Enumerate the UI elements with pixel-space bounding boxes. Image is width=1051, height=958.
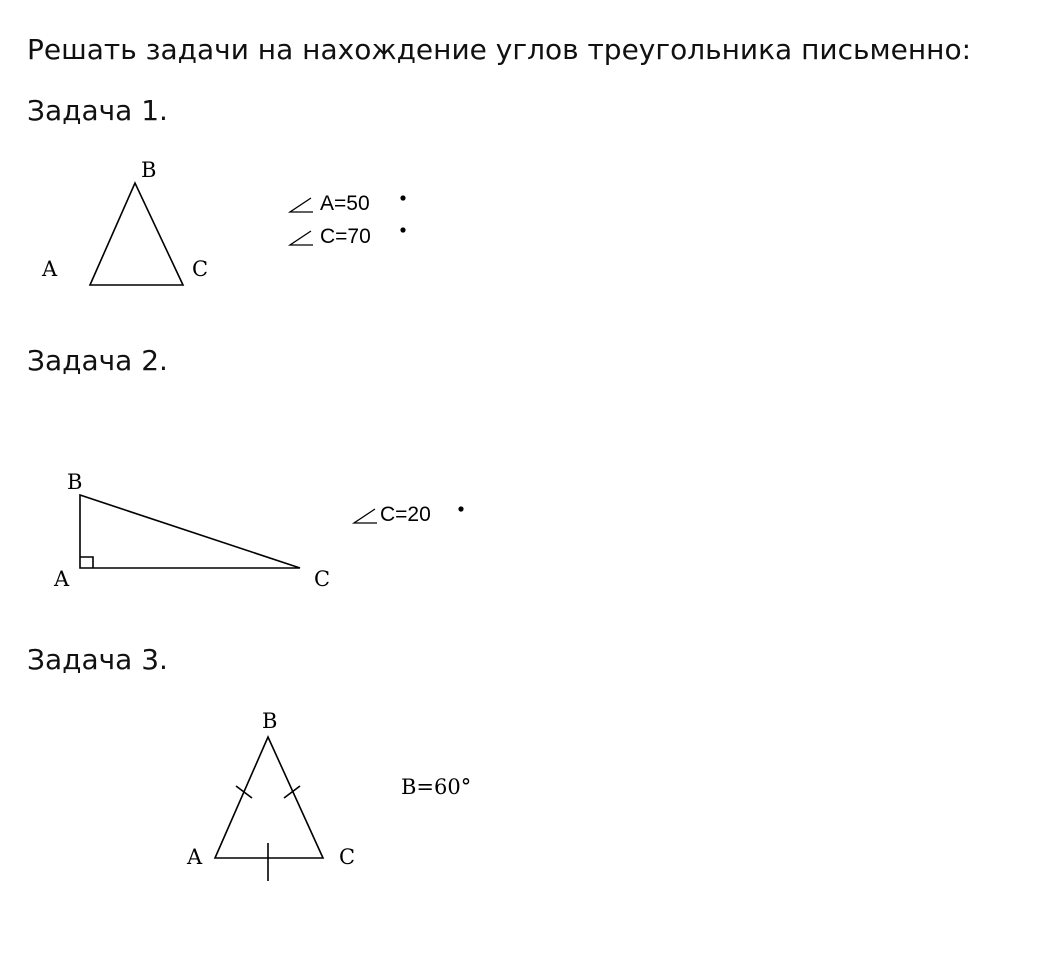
- tick-mark-icon: [236, 786, 252, 798]
- task3-heading: Задача 3.: [27, 643, 168, 676]
- task3-figure: [186, 709, 471, 881]
- task2-vertex-a: A: [54, 567, 70, 591]
- task2-figure: [53, 470, 464, 591]
- degree-sign-icon: [400, 227, 405, 232]
- task3-vertex-a: A: [187, 845, 203, 869]
- task1-given-c-text: C=70: [320, 225, 371, 248]
- task1-triangle: [90, 183, 183, 285]
- task2-given-c-text: C=20: [380, 503, 431, 526]
- task1-figure: [41, 158, 406, 285]
- task1-given-angle-a: [290, 192, 406, 215]
- task1-heading: Задача 1.: [27, 94, 168, 127]
- task1-vertex-b: B: [141, 158, 157, 182]
- task2-vertex-b: B: [67, 470, 83, 494]
- task3-vertex-b: B: [262, 709, 278, 733]
- task2-heading: Задача 2.: [27, 344, 168, 377]
- task3-vertex-c: C: [339, 845, 356, 869]
- page-title: Решать задачи на нахождение углов треугольника письменно:: [27, 33, 972, 66]
- angle-sign-icon: [354, 509, 377, 523]
- angle-sign-icon: [290, 198, 313, 212]
- degree-sign-icon: [400, 195, 405, 200]
- angle-sign-icon: [290, 231, 313, 245]
- tick-mark-icon: [284, 786, 300, 798]
- task3-given-b-text: B=60°: [401, 775, 472, 799]
- task1-given-a-text: A=50: [320, 192, 370, 215]
- degree-sign-icon: [458, 506, 463, 511]
- task1-vertex-a: A: [42, 257, 58, 281]
- task1-vertex-c: C: [192, 257, 209, 281]
- right-angle-mark-icon: [80, 557, 93, 568]
- task1-given-angle-c: [290, 225, 406, 248]
- task2-triangle: [80, 495, 300, 568]
- task2-given-angle-c: [354, 503, 464, 526]
- task2-vertex-c: C: [314, 567, 331, 591]
- task3-triangle: [215, 737, 323, 858]
